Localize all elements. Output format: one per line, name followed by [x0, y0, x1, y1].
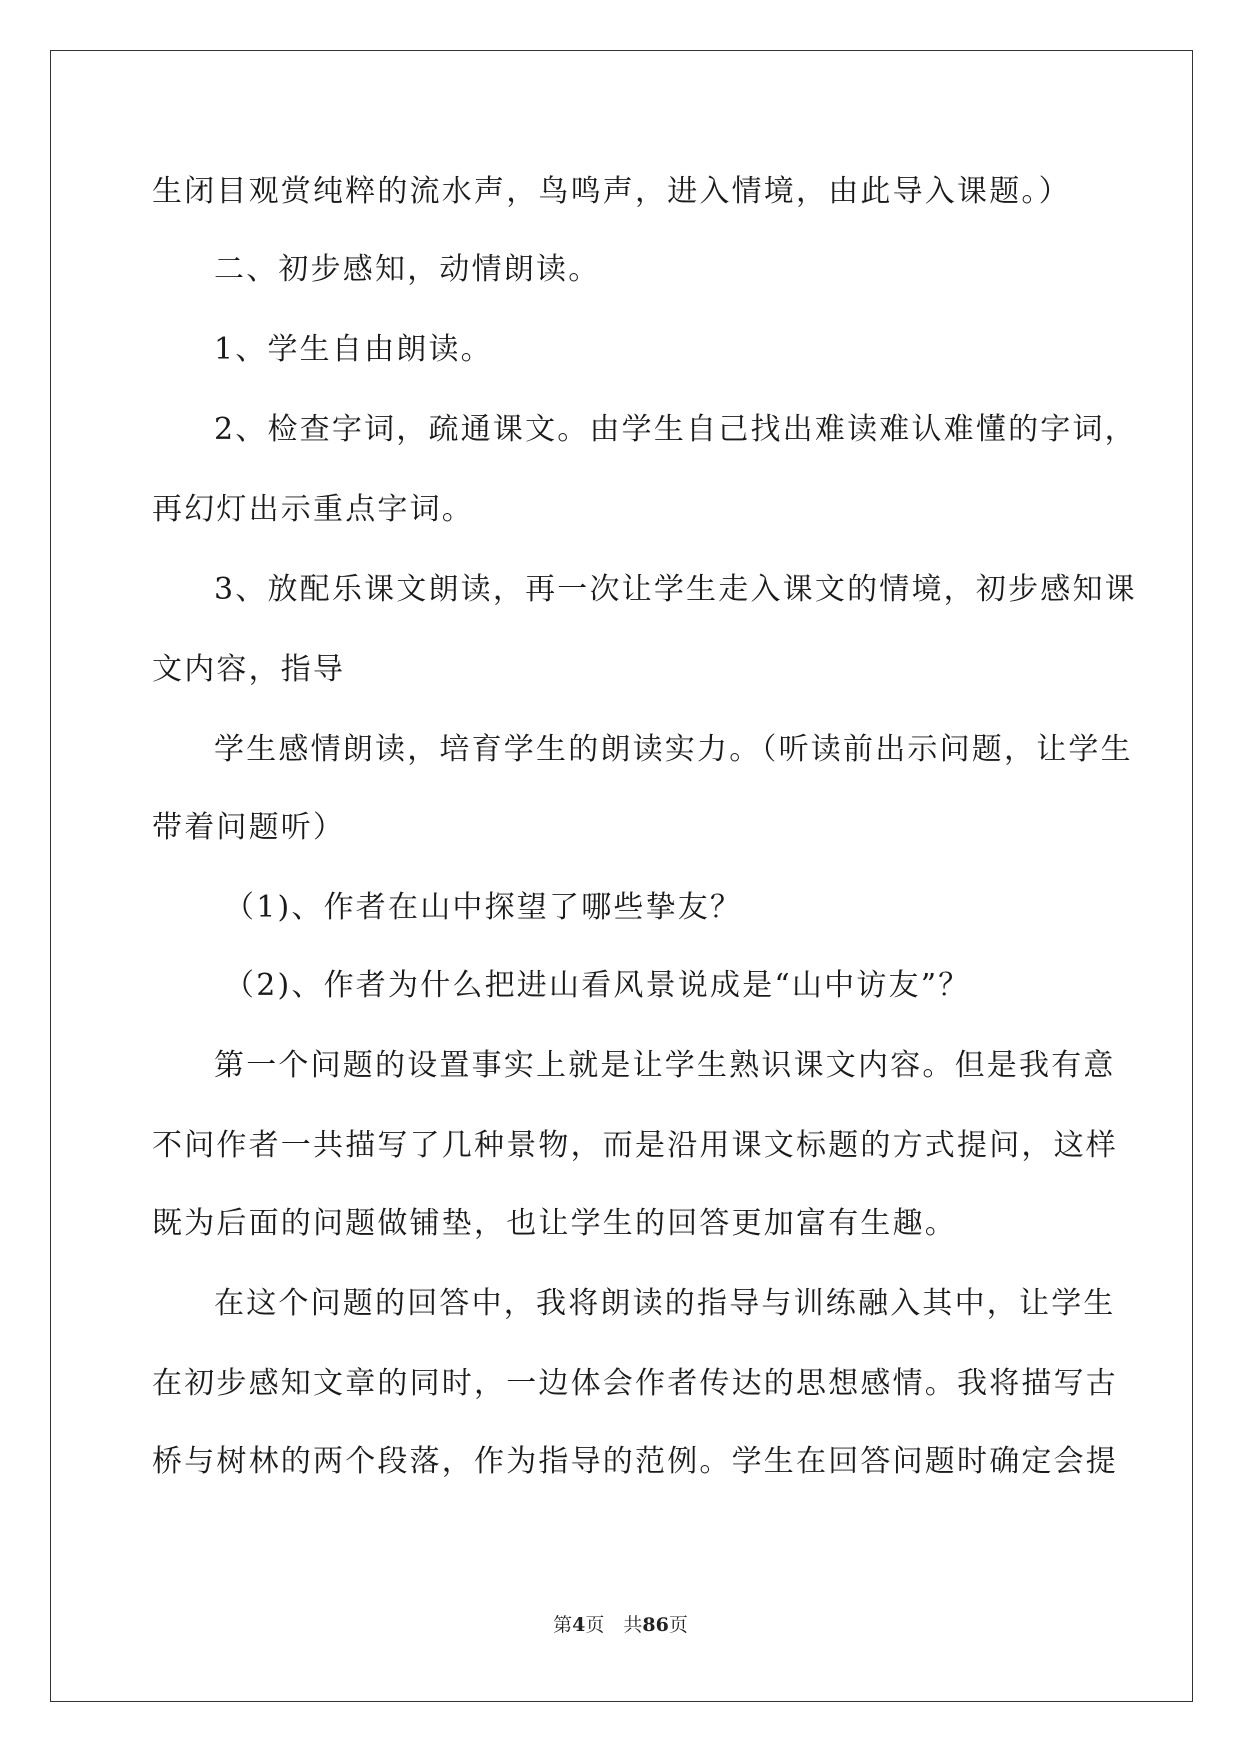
page-number: 4 — [572, 1614, 586, 1636]
question-item: （2)、作者为什么把进山看风景说成是“山中访友”？ — [224, 968, 971, 1003]
text-line: 再幻灯出示重点字词。 — [152, 492, 474, 527]
footer-prefix: 第 — [553, 1614, 573, 1636]
text-line: 3、放配乐课文朗读，再一次让学生走入课文的情境，初步感知课 — [214, 572, 1137, 607]
text-line: 生闭目观赏纯粹的流水声，鸟鸣声，进入情境，由此导入课题。） — [152, 174, 1071, 209]
text-line: 在初步感知文章的同时，一边体会作者传达的思想感情。我将描写古 — [152, 1366, 1118, 1401]
text-line: 1、学生自由朗读。 — [214, 332, 493, 367]
footer-middle: 页 共 — [585, 1614, 643, 1636]
text-line: 文内容，指导 — [152, 652, 346, 687]
page-footer — [0, 1610, 1241, 1637]
text-line: 既为后面的问题做铺垫，也让学生的回答更加富有生趣。 — [152, 1206, 957, 1241]
footer-suffix: 页 — [668, 1614, 688, 1636]
text-line: 在这个问题的回答中，我将朗读的指导与训练融入其中，让学生 — [214, 1286, 1116, 1321]
text-line: 桥与树林的两个段落，作为指导的范例。学生在回答问题时确定会提 — [152, 1444, 1118, 1479]
question-item: （1)、作者在山中探望了哪些挚友？ — [224, 890, 743, 925]
section-heading: 二、初步感知，动情朗读。 — [214, 252, 601, 287]
text-line: 不问作者一共描写了几种景物，而是沿用课文标题的方式提问，这样 — [152, 1128, 1118, 1163]
text-line: 学生感情朗读，培育学生的朗读实力。（听读前出示问题，让学生 — [214, 732, 1133, 767]
text-line: 第一个问题的设置事实上就是让学生熟识课文内容。但是我有意 — [214, 1048, 1116, 1083]
text-line: 带着问题听） — [152, 810, 346, 845]
total-pages: 86 — [642, 1614, 669, 1636]
text-line: 2、检查字词，疏通课文。由学生自己找出难读难认难懂的字词， — [214, 412, 1137, 447]
